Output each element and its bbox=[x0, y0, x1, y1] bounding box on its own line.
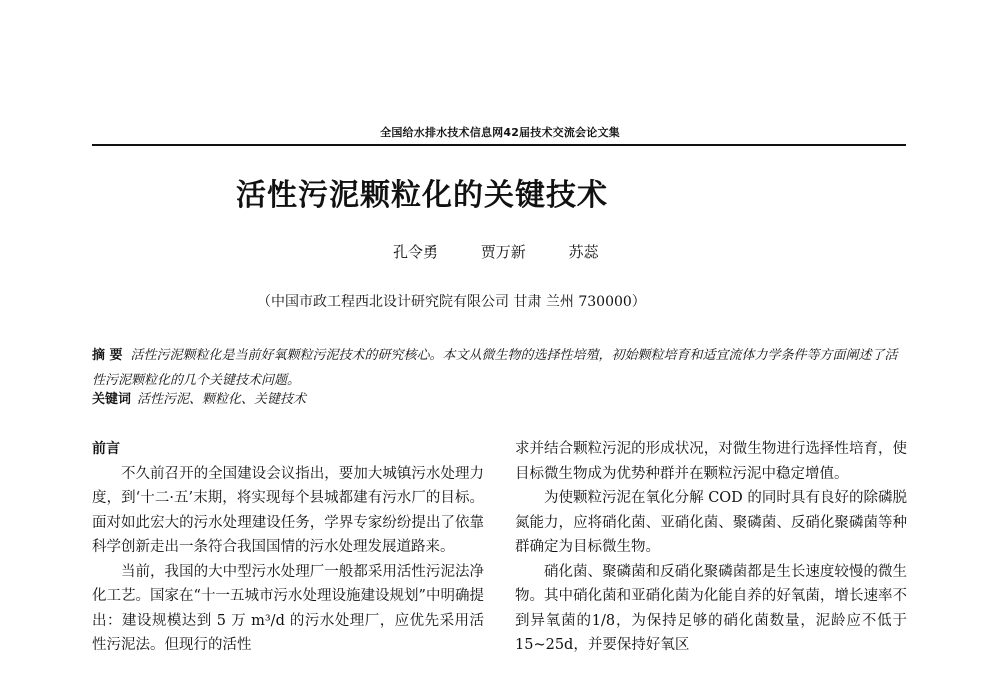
abstract bbox=[92, 343, 907, 393]
body-paragraph: 当前，我国的大中型污水处理厂一般都采用活性污泥法净化工艺。国家在“十一五城市污水处理设施建设规划”中明确提出：建设规模达到 5 万 m³/d 的污水处理厂，应优先采用活性污泥法。但现行的活性 bbox=[92, 563, 484, 653]
author-name: 贾万新 bbox=[480, 243, 526, 261]
body-column-left bbox=[92, 437, 484, 658]
body-column-right bbox=[515, 437, 907, 658]
author-name: 孔令勇 bbox=[393, 243, 439, 261]
keywords bbox=[92, 390, 907, 410]
keywords-text: 活性污泥、颗粒化、关键技术 bbox=[137, 392, 307, 407]
keywords-label: 关键词 bbox=[92, 392, 132, 407]
author-list bbox=[393, 241, 637, 262]
body-paragraph: 硝化菌、聚磷菌和反硝化聚磷菌都是生长速度较慢的微生物。其中硝化菌和亚硝化菌为化能自养的好氧菌，增长速率不到异氧菌的1/8，为保持足够的硝化菌数量，泥龄应不低于 15~25d，并要保持好氧区 bbox=[515, 563, 907, 653]
abstract-label: 摘 要 bbox=[92, 348, 123, 363]
author-name: 苏蕊 bbox=[568, 243, 599, 261]
abstract-text: 活性污泥颗粒化是当前好氧颗粒污泥技术的研究核心。本文从微生物的选择性培殖，初始颗粒培育和适宜流体力学条件等方面阐述了活性污泥颗粒化的几个关键技术问题。 bbox=[92, 348, 898, 388]
article-title: 活性污泥颗粒化的关键技术 bbox=[236, 178, 608, 213]
body-paragraph-continued: 求并结合颗粒污泥的形成状况，对微生物进行选择性培育，使目标微生物成为优势种群并在颗粒污泥中稳定增值。 bbox=[515, 441, 907, 482]
section-heading: 前言 bbox=[92, 441, 120, 457]
affiliation: （中国市政工程西北设计研究院有限公司 甘肃 兰州 730000） bbox=[257, 294, 646, 310]
running-header: 全国给水排水技术信息网42届技术交流会论文集 bbox=[380, 126, 620, 139]
body-paragraph: 不久前召开的全国建设会议指出，要加大城镇污水处理力度，到‘十二·五’末期，将实现每个县城都建有污水厂的目标。面对如此宏大的污水处理建设任务，学界专家纷纷提出了依靠科学创新走出一条符合我国国情的污水处理发展道路来。 bbox=[92, 465, 484, 555]
body-paragraph: 为使颗粒污泥在氧化分解 COD 的同时具有良好的除磷脱氮能力，应将硝化菌、亚硝化菌、聚磷菌、反硝化聚磷菌等种群确定为目标微生物。 bbox=[515, 490, 907, 555]
header-rule bbox=[92, 144, 906, 146]
